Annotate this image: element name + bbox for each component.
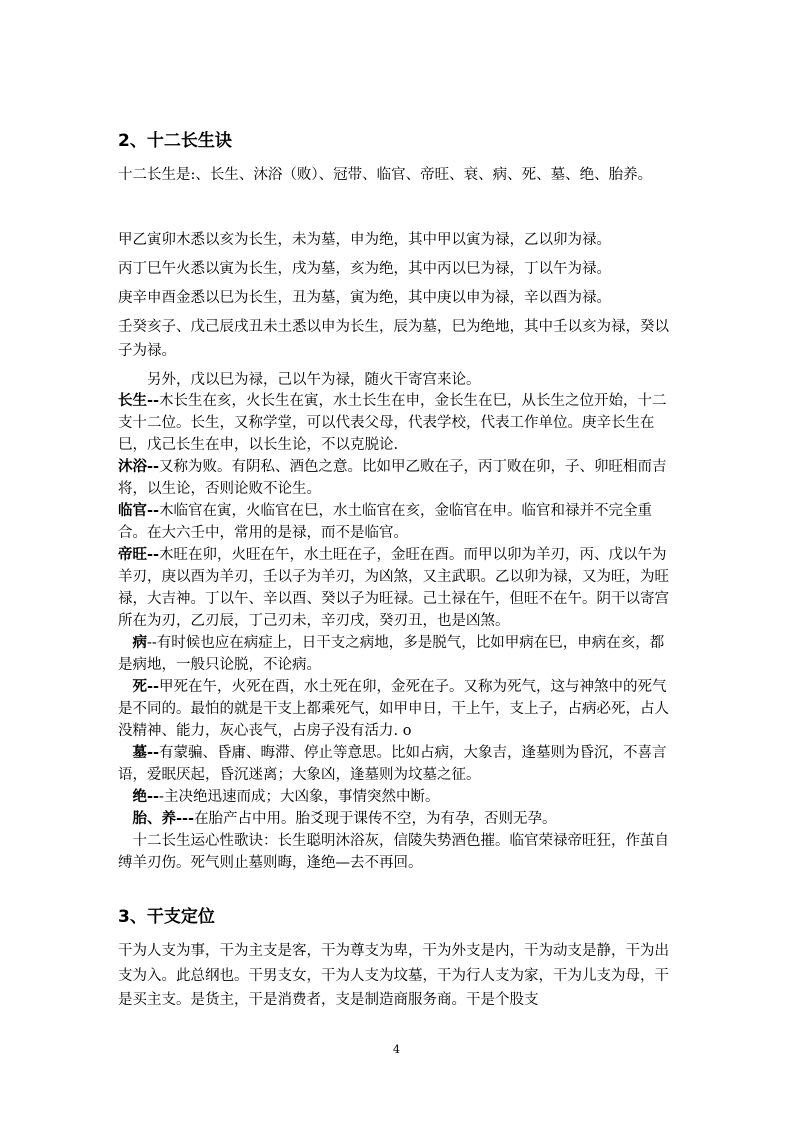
term-text: -主决绝迅速而成；大凶象，事情突然中断。 (159, 789, 440, 805)
list-item (118, 786, 678, 808)
list-item (118, 544, 678, 632)
term-text: 木临官在寅，火临官在巳，水土临官在亥，金临官在申。临官和禄并不完全重合。在大六壬中，常用的是禄，而不是临官。 (118, 503, 653, 541)
list-item (118, 808, 678, 830)
paragraph-fire: 丙丁巳午火悉以寅为长生，戌为墓，亥为绝，其中丙以巳为禄，丁以午为禄。 (118, 261, 611, 277)
term-label: 死-- (132, 678, 160, 695)
term-label: 帝旺-- (118, 546, 160, 563)
term-label: 长生-- (118, 392, 160, 409)
section-3 (118, 902, 678, 1013)
term-label: 胎、养--- (132, 810, 195, 827)
term-label: 沐浴-- (118, 458, 160, 475)
section-2-title: 2、十二长生诀 (118, 131, 232, 151)
term-label: 墓-- (132, 744, 160, 761)
term-text: --有时候也应在病症上，日干支之病地，多是脱气，比如甲病在巳，申病在亥，都是病地，一般只论脱，不论病。 (118, 635, 665, 673)
paragraph-metal: 庚辛申酉金悉以巳为长生，丑为墓，寅为绝，其中庚以申为禄，辛以酉为禄。 (118, 290, 611, 306)
twelve-stages-list (118, 390, 678, 874)
term-label: 病 (132, 634, 147, 651)
paragraph-wood: 甲乙寅卯木悉以亥为长生，未为墓，申为绝，其中甲以寅为禄，乙以卯为禄。 (118, 232, 611, 248)
term-text: 有蒙骗、昏庸、晦滞、停止等意思。比如占病，大象吉，逢墓则为昏沉，不喜言语，爱眠厌起，昏沉迷离；大象凶，逢墓则为坟墓之征。 (118, 745, 667, 783)
list-item (118, 456, 678, 500)
term-label: 临官-- (118, 502, 160, 519)
section-3-title: 3、干支定位 (118, 907, 215, 927)
paragraph-water-earth: 壬癸亥子、戊己辰戌丑未土悉以申为长生，辰为墓，巳为绝地，其中壬以亥为禄，癸以子为禄。 (118, 319, 669, 359)
term-text: 甲死在午，火死在酉，水土死在卯，金死在子。又称为死气，这与神煞中的死气是不同的。最怕的就是干支上都乘死气，如甲申日，干上午，支上子，占病必死，占人没精神、能力，灰心丧气，占房子没有活力. o (118, 679, 669, 739)
list-item (118, 500, 678, 544)
song-paragraph: 十二长生运心性歌诀：长生聪明沐浴灰，信陵失势酒色摧。临官荣禄帝旺狂，作茧自缚羊刃伤。死气则止墓则晦，逢绝—去不再回。 (118, 833, 669, 871)
five-element-paragraphs (118, 228, 678, 392)
page-number: 4 (393, 1043, 400, 1056)
list-item (118, 390, 678, 456)
term-text: 又称为败。有阴私、酒色之意。比如甲乙败在子，丙丁败在卯，子、卯旺相而吉将，以生论，否则论败不论生。 (118, 459, 667, 497)
term-label: 绝-- (132, 788, 160, 805)
section-3-paragraph: 干为人支为事，干为主支是客，干为尊支为卑，干为外支是内，干为动支是静，干为出支为入。此总纲也。干男支女，干为人支为坟墓，干为行人支为家，干为儿支为母，干是买主支。是货主，干是消费者，支是制造商服务商。干是个股支 (118, 943, 669, 1008)
section-2 (118, 126, 678, 187)
paragraph-note: 另外，戊以巳为禄，己以午为禄，随火干寄宫来论。 (147, 372, 481, 388)
term-text: 木旺在卯，火旺在午，水土旺在子，金旺在酉。而甲以卯为羊刃，丙、戊以午为羊刃，庚以酉为羊刃，壬以子为羊刃，为凶煞，又主武职。乙以卯为禄，又为旺，为旺禄，大吉神。丁以午、辛以酉、癸以子为旺禄。己土禄在午，但旺不在午。阴干以寄宫所在为刃，乙刃辰，丁己刃未，辛刃戌，癸刃丑，也是凶煞。 (118, 547, 669, 629)
intro-paragraph: 十二长生是:、长生、沐浴（败）、冠带、临官、帝旺、衰、病、死、墓、绝、胎养。 (118, 167, 653, 183)
term-text: 在胎产占中用。胎爻现于课传不空，为有孕，否则无孕。 (194, 811, 557, 827)
list-item (118, 676, 678, 742)
list-item (118, 632, 678, 676)
term-text: 木长生在亥，火长生在寅，水土长生在申，金长生在巳，从长生之位开始，十二支十二位。长生，又称学堂，可以代表父母，代表学校，代表工作单位。庚辛长生在巳，戊己长生在申，以长生论，不以克脱论. (118, 393, 667, 453)
list-item (118, 742, 678, 786)
